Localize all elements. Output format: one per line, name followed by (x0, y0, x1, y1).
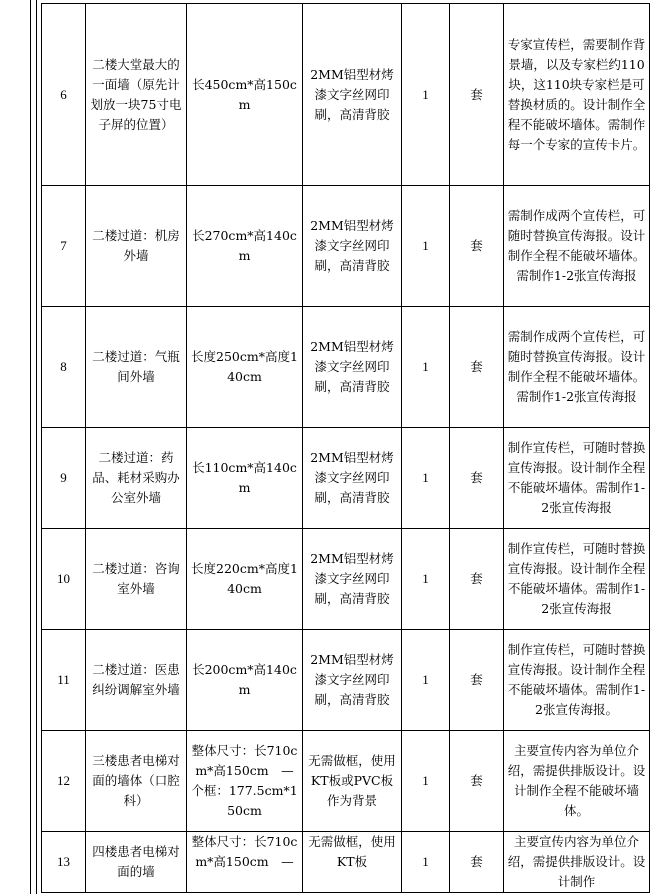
location-cell: 二楼过道：咨询室外墙 (86, 529, 187, 630)
quantity-cell: 1 (402, 630, 450, 731)
table-row (42, 630, 650, 731)
size-cell: 长200cm*高140cm (187, 630, 303, 731)
unit-cell: 套 (450, 307, 504, 428)
row-number: 13 (42, 832, 86, 893)
page-left-margin-line (36, 0, 37, 894)
row-number: 11 (42, 630, 86, 731)
note-cell: 制作宣传栏，可随时替换宣传海报。设计制作全程不能破坏墙体。需制作1-2张宣传海报 (504, 428, 650, 529)
location-cell: 二楼过道：机房外墙 (86, 186, 187, 307)
note-cell: 主要宣传内容为单位介绍，需提供排版设计。设计制作 (504, 832, 650, 893)
unit-cell: 套 (450, 630, 504, 731)
size-cell: 整体尺寸：长710cm*高150cm — (187, 832, 303, 893)
unit-cell: 套 (450, 4, 504, 186)
unit-cell: 套 (450, 428, 504, 529)
location-cell: 二楼大堂最大的一面墙（原先计划放一块75寸电子屏的位置） (86, 4, 187, 186)
quantity-cell: 1 (402, 307, 450, 428)
size-cell: 长450cm*高150cm (187, 4, 303, 186)
row-number: 9 (42, 428, 86, 529)
row-number: 6 (42, 4, 86, 186)
table-row (42, 307, 650, 428)
note-cell: 专家宣传栏，需要制作背景墙，以及专家栏约110块，这110块专家栏是可替换材质的。设计制作全程不能破坏墙体。需制作每一个专家的宣传卡片。 (504, 4, 650, 186)
page-left-margin-frame (0, 0, 31, 894)
size-cell: 整体尺寸：长710cm*高150cm —个框：177.5cm*150cm (187, 731, 303, 832)
quantity-cell: 1 (402, 186, 450, 307)
requirements-table (41, 3, 650, 893)
quantity-cell: 1 (402, 832, 450, 893)
material-cell: 2MM铝型材烤漆文字丝网印刷，高清背胶 (303, 307, 402, 428)
material-cell: 无需做框，使用KT板 (303, 832, 402, 893)
size-cell: 长度220cm*高度140cm (187, 529, 303, 630)
row-number: 8 (42, 307, 86, 428)
location-cell: 二楼过道：气瓶间外墙 (86, 307, 187, 428)
quantity-cell: 1 (402, 529, 450, 630)
table-row (42, 186, 650, 307)
quantity-cell: 1 (402, 428, 450, 529)
location-cell: 三楼患者电梯对面的墙体（口腔科） (86, 731, 187, 832)
table-row (42, 4, 650, 186)
size-cell: 长110cm*高140cm (187, 428, 303, 529)
note-cell: 主要宣传内容为单位介绍，需提供排版设计。设计制作全程不能破坏墙体。 (504, 731, 650, 832)
location-cell: 二楼过道：医患纠纷调解室外墙 (86, 630, 187, 731)
location-cell: 二楼过道：药品、耗材采购办公室外墙 (86, 428, 187, 529)
table-row (42, 731, 650, 832)
unit-cell: 套 (450, 832, 504, 893)
row-number: 7 (42, 186, 86, 307)
size-cell: 长270cm*高140cm (187, 186, 303, 307)
size-cell: 长度250cm*高度140cm (187, 307, 303, 428)
material-cell: 2MM铝型材烤漆文字丝网印刷，高清背胶 (303, 4, 402, 186)
table-row (42, 529, 650, 630)
material-cell: 2MM铝型材烤漆文字丝网印刷，高清背胶 (303, 428, 402, 529)
table-row (42, 428, 650, 529)
unit-cell: 套 (450, 529, 504, 630)
note-cell: 制作宣传栏，可随时替换宣传海报。设计制作全程不能破坏墙体。需制作1-2张宣传海报 (504, 529, 650, 630)
row-number: 12 (42, 731, 86, 832)
unit-cell: 套 (450, 186, 504, 307)
table-row (42, 832, 650, 893)
quantity-cell: 1 (402, 731, 450, 832)
material-cell: 2MM铝型材烤漆文字丝网印刷，高清背胶 (303, 529, 402, 630)
note-cell: 需制作成两个宣传栏，可随时替换宣传海报。设计制作全程不能破坏墙体。需制作1-2张宣传海报 (504, 186, 650, 307)
material-cell: 无需做框，使用KT板或PVC板作为背景 (303, 731, 402, 832)
location-cell: 四楼患者电梯对面的墙 (86, 832, 187, 893)
material-cell: 2MM铝型材烤漆文字丝网印刷，高清背胶 (303, 186, 402, 307)
note-cell: 需制作成两个宣传栏，可随时替换宣传海报。设计制作全程不能破坏墙体。需制作1-2张宣传海报 (504, 307, 650, 428)
row-number: 10 (42, 529, 86, 630)
unit-cell: 套 (450, 731, 504, 832)
material-cell: 2MM铝型材烤漆文字丝网印刷，高清背胶 (303, 630, 402, 731)
quantity-cell: 1 (402, 4, 450, 186)
note-cell: 制作宣传栏，可随时替换宣传海报。设计制作全程不能破坏墙体。需制作1-2张宣传海报。 (504, 630, 650, 731)
